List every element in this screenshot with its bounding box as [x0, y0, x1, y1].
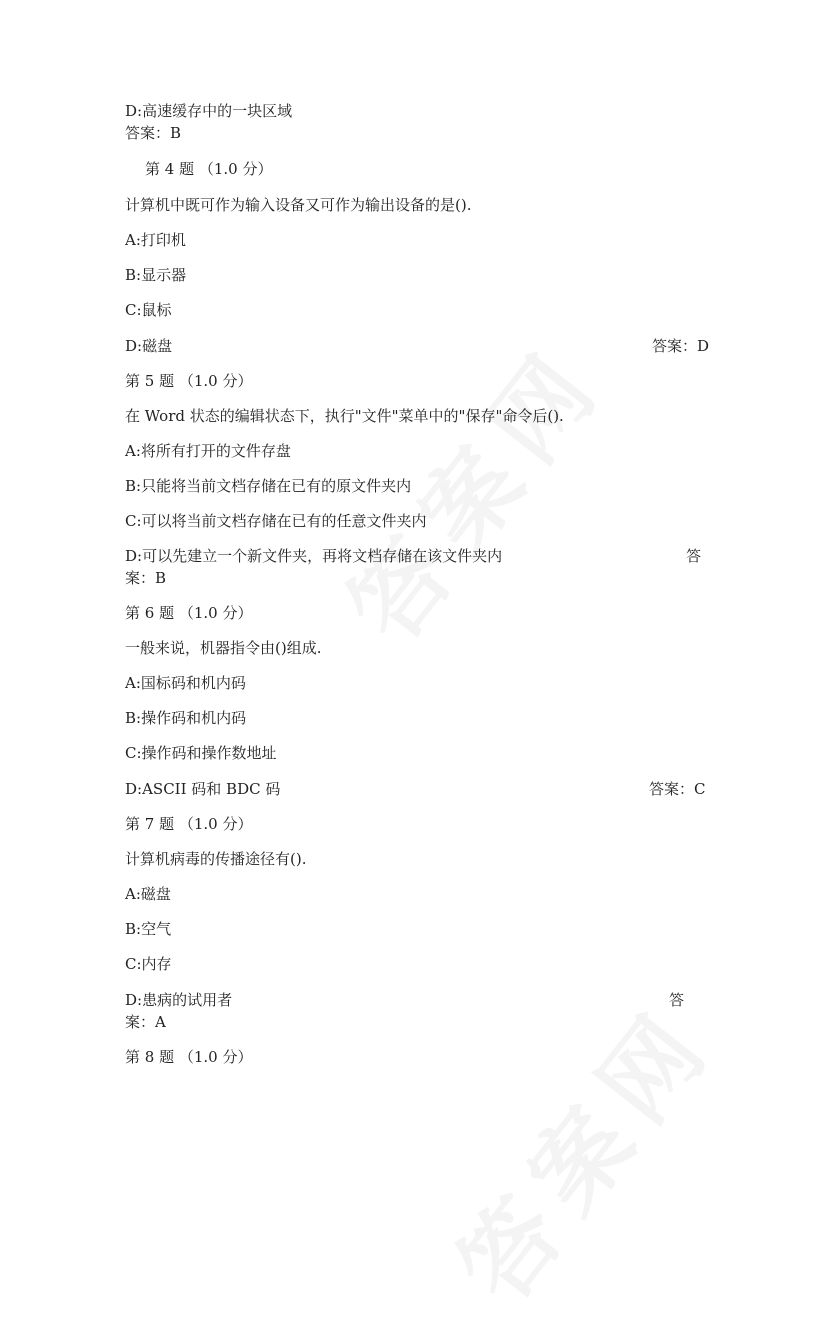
question-text: 计算机中既可作为输入设备又可作为输出设备的是(). [125, 196, 472, 214]
option-a: A:将所有打开的文件存盘 [125, 442, 291, 460]
question-header: 第 8 题 （1.0 分） [125, 1048, 253, 1066]
question-header: 第 4 题 （1.0 分） [145, 160, 273, 178]
option-b: B:显示器 [125, 266, 187, 284]
option-b: B:只能将当前文档存储在已有的原文件夹内 [125, 477, 412, 495]
answer: 案：B [125, 569, 167, 587]
option-c: C:操作码和操作数地址 [125, 744, 277, 762]
option-a: A:打印机 [125, 231, 186, 249]
question-text: 在 Word 状态的编辑状态下，执行"文件"菜单中的"保存"命令后(). [125, 407, 564, 425]
option-d: D:ASCII 码和 BDC 码 [125, 780, 281, 798]
option-a: A:磁盘 [125, 885, 171, 903]
question-header: 第 6 题 （1.0 分） [125, 604, 253, 622]
answer: 答案：B [125, 124, 182, 142]
question-text: 计算机病毒的传播途径有(). [125, 850, 307, 868]
option-b: B:空气 [125, 920, 172, 938]
option-d: D:磁盘 [125, 337, 173, 355]
option-d: D:患病的试用者 [125, 991, 233, 1009]
question-header: 第 5 题 （1.0 分） [125, 372, 253, 390]
answer-prefix: 答 [686, 547, 702, 565]
option-c: C:鼠标 [125, 301, 172, 319]
watermark-logo [422, 972, 741, 1325]
option-a: A:国标码和机内码 [125, 674, 246, 692]
question-header: 第 7 题 （1.0 分） [125, 815, 253, 833]
answer: 案：A [125, 1013, 166, 1031]
answer-prefix: 答 [669, 991, 685, 1009]
answer: 答案：C [649, 780, 706, 798]
question-text: 一般来说，机器指令由()组成. [125, 639, 322, 657]
option-d: D:高速缓存中的一块区域 [125, 102, 293, 120]
option-d: D:可以先建立一个新文件夹，再将文档存储在该文件夹内 [125, 547, 503, 565]
option-b: B:操作码和机内码 [125, 709, 247, 727]
option-c: C:可以将当前文档存储在已有的任意文件夹内 [125, 512, 427, 530]
option-c: C:内存 [125, 955, 172, 973]
answer: 答案：D [652, 337, 710, 355]
